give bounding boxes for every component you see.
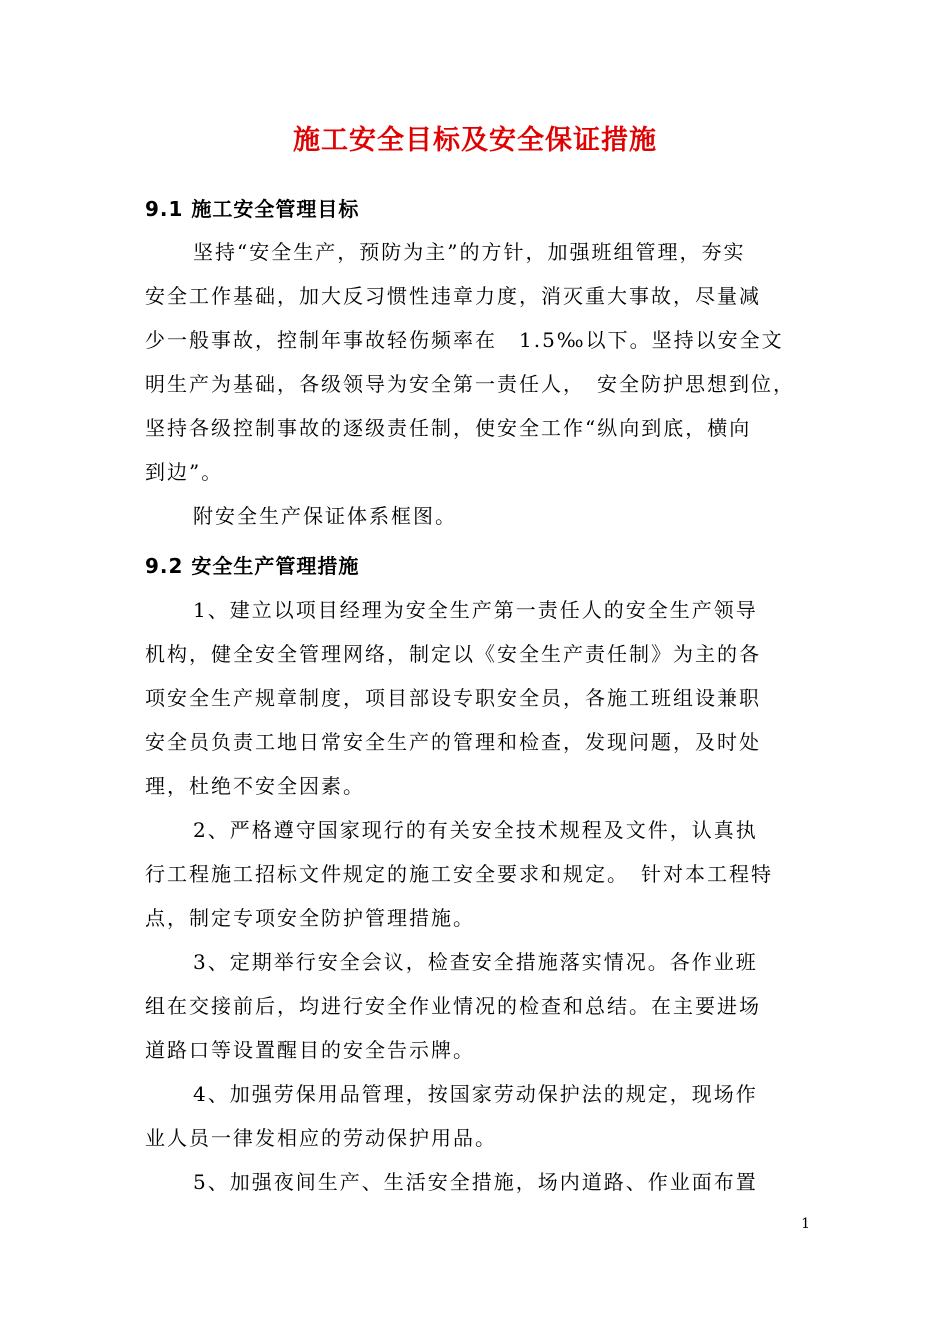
paragraph-line: 道路口等设置醒目的安全告示牌。 bbox=[145, 1038, 475, 1062]
paragraph-line: 理，杜绝不安全因素。 bbox=[145, 774, 365, 798]
paragraph-line: 明生产为基础，各级领导为安全第一责任人， 安全防护思想到位， bbox=[145, 372, 795, 396]
section-heading-9-1: 9.1 施工安全管理目标 bbox=[145, 197, 360, 221]
section-heading-9-2: 9.2 安全生产管理措施 bbox=[145, 554, 360, 578]
paragraph-line: 安全员负责工地日常安全生产的管理和检查，发现问题，及时处 bbox=[145, 730, 761, 754]
paragraph-line: 2、严格遵守国家现行的有关安全技术规程及文件，认真执 bbox=[193, 818, 758, 842]
paragraph-line: 机构，健全安全管理网络，制定以《安全生产责任制》为主的各 bbox=[145, 642, 761, 666]
paragraph-line: 5、加强夜间生产、生活安全措施，场内道路、作业面布置 bbox=[193, 1170, 758, 1194]
paragraph-line: 项安全生产规章制度，项目部设专职安全员，各施工班组设兼职 bbox=[145, 686, 761, 710]
page-number: 1 bbox=[801, 1216, 810, 1232]
paragraph-line: 4、加强劳保用品管理，按国家劳动保护法的规定，现场作 bbox=[193, 1082, 758, 1106]
paragraph-line: 少一般事故，控制年事故轻伤频率在 1.5‰以下。坚持以安全文 bbox=[145, 328, 784, 352]
paragraph-line: 点，制定专项安全防护管理措施。 bbox=[145, 906, 475, 930]
paragraph-line: 安全工作基础，加大反习惯性违章力度，消灭重大事故，尽量减 bbox=[145, 284, 761, 308]
paragraph-line: 1、建立以项目经理为安全生产第一责任人的安全生产领导 bbox=[193, 598, 758, 622]
paragraph-line: 组在交接前后，均进行安全作业情况的检查和总结。在主要进场 bbox=[145, 994, 761, 1018]
paragraph-line: 3、定期举行安全会议，检查安全措施落实情况。各作业班 bbox=[193, 950, 758, 974]
paragraph-line: 行工程施工招标文件规定的施工安全要求和规定。 针对本工程特 bbox=[145, 862, 773, 886]
paragraph-line: 业人员一律发相应的劳动保护用品。 bbox=[145, 1126, 497, 1150]
page-title: 施工安全目标及安全保证措施 bbox=[293, 125, 657, 156]
paragraph-line: 坚持各级控制事故的逐级责任制，使安全工作“纵向到底，横向 bbox=[145, 416, 752, 440]
paragraph-line: 到边”。 bbox=[145, 460, 224, 484]
paragraph-line: 附安全生产保证体系框图。 bbox=[193, 504, 457, 528]
paragraph-line: 坚持“安全生产，预防为主”的方针，加强班组管理，夯实 bbox=[193, 240, 746, 264]
